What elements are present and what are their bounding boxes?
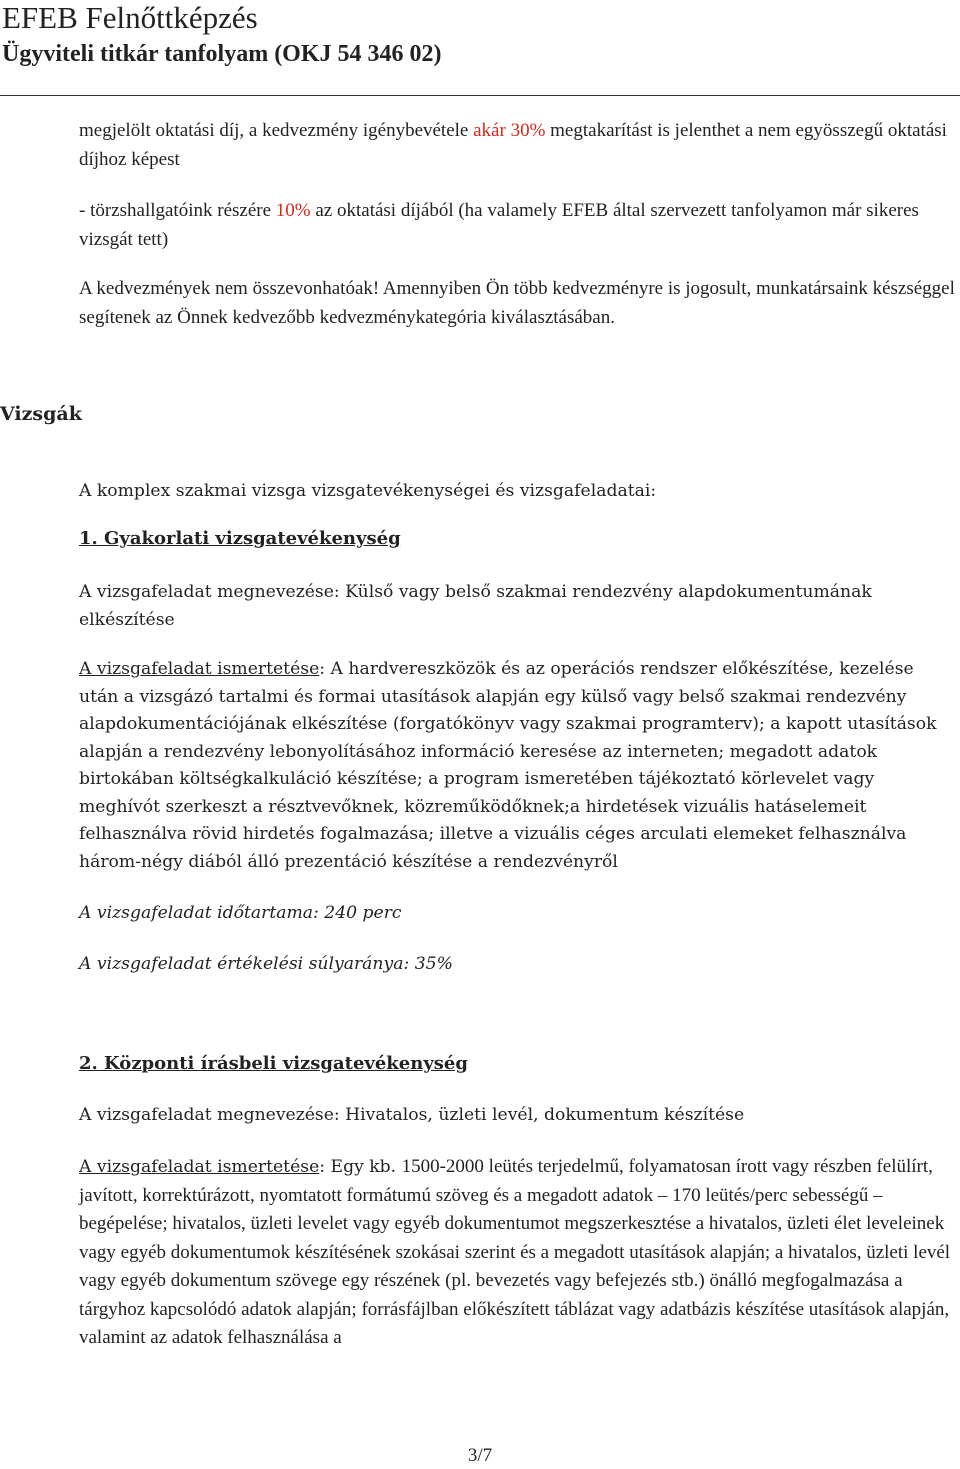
written-exam-title: 2. Központi írásbeli vizsgatevékenység xyxy=(79,1053,468,1074)
discount-text: megjelölt oktatási díj, a kedvezmény igénybevétele xyxy=(79,120,474,141)
written-description xyxy=(79,1153,957,1353)
written-task-name: A vizsgafeladat megnevezése: Hivatalos, üzleti levél, dokumentum készítése xyxy=(79,1105,745,1125)
exam-intro: A komplex szakmai vizsga vizsgatevékenységei és vizsgafeladatai: xyxy=(79,481,657,501)
description-label: A vizsgafeladat ismertetése xyxy=(79,659,320,679)
discount-text: A kedvezmények nem összevonhatóak! xyxy=(79,278,383,299)
description-text: : A hardvereszközök és az operációs rendszer előkészítése, kezelése után a vizsgázó tartalmi és formai utasítások alapján egy külső vagy belső szakmai rendezvény alapdokumentációjának elkészítése (forgatókönyv vagy szakmai programterv); a kapott utasítások alapján a rendezvény lebonyolításához információ keresése az interneten; megadott adatok birtokában költségkalkuláció készítése; a program ismeretében tájékoztató körlevelet vagy meghívót szerkeszt a résztvevőknek, közreműködőknek;a hirdetések vizuális hatáselemeit felhasználva rövid hirdetés fogalmazása; illetve a vizuális céges arculati elemeket felhasználva három-négy diából álló prezentáció készítése a rendezvényről xyxy=(79,659,937,872)
discount-paragraph-2 xyxy=(79,197,957,254)
description-text: : Egy kb. xyxy=(319,1157,402,1177)
practical-exam-title: 1. Gyakorlati vizsgatevékenység xyxy=(79,528,401,549)
practical-duration: A vizsgafeladat időtartama: 240 perc xyxy=(79,903,402,923)
practical-description xyxy=(79,656,957,876)
description-label: A vizsgafeladat ismertetése xyxy=(79,1157,320,1177)
discount-text: - törzshallgatóink részére xyxy=(79,200,276,221)
site-title: EFEB Felnőttképzés xyxy=(2,0,258,35)
page-header xyxy=(0,0,960,96)
practical-weight: A vizsgafeladat értékelési súlyaránya: 35% xyxy=(79,954,453,974)
discount-paragraph-1 xyxy=(79,117,957,174)
page-number: 3/7 xyxy=(467,1445,493,1466)
section-heading-exams: Vizsgák xyxy=(0,403,82,425)
practical-task-name: A vizsgafeladat megnevezése: Külső vagy belső szakmai rendezvény alapdokumentumának elkészítése xyxy=(79,582,872,630)
description-text: 1500-2000 leütés terjedelmű, folyamatosan írott vagy részben felülírt, javított, korrektúrázott, nyomtatott formátumú szöveg és a megadott adatok – 170 leütés/perc sebességű – begépelése; hivatalos, üzleti levelet vagy egyéb dokumentumot megszerkesztése a hivatalos, üzleti élet leveleinek vagy egyéb dokumentumok készítésének szokásai szerint és a megadott utasítások alapján; a hivatalos, üzleti levél vagy egyéb dokumentum szövege egy részének (pl. bevezetés vagy befejezés stb.) önálló megfogalmazása a tárgyhoz kapcsolódó adatok alapján; forrásfájlban előkészített táblázat vagy adatbázis készítése utasítások alapján, valamint az adatok felhasználása a xyxy=(79,1156,951,1348)
discount-text: Amennyiben Ön több kedvezményre is jogosult, munkatársaink készséggel segítenek az Önnek kedvezőbb kedvezménykategória kiválasztásában. xyxy=(79,278,955,328)
discount-highlight: 10% xyxy=(275,200,311,221)
discount-text: megtakarítást is jelenthet a nem egyösszegű oktatási díjhoz képest xyxy=(79,120,947,170)
discount-paragraph-3 xyxy=(79,275,957,332)
discount-text: az oktatási díjából (ha valamely EFEB által szervezett tanfolyamon már sikeres vizsgát tett) xyxy=(79,200,919,250)
discount-highlight: akár 30% xyxy=(473,120,546,141)
page-title: Ügyviteli titkár tanfolyam (OKJ 54 346 02) xyxy=(2,41,442,67)
